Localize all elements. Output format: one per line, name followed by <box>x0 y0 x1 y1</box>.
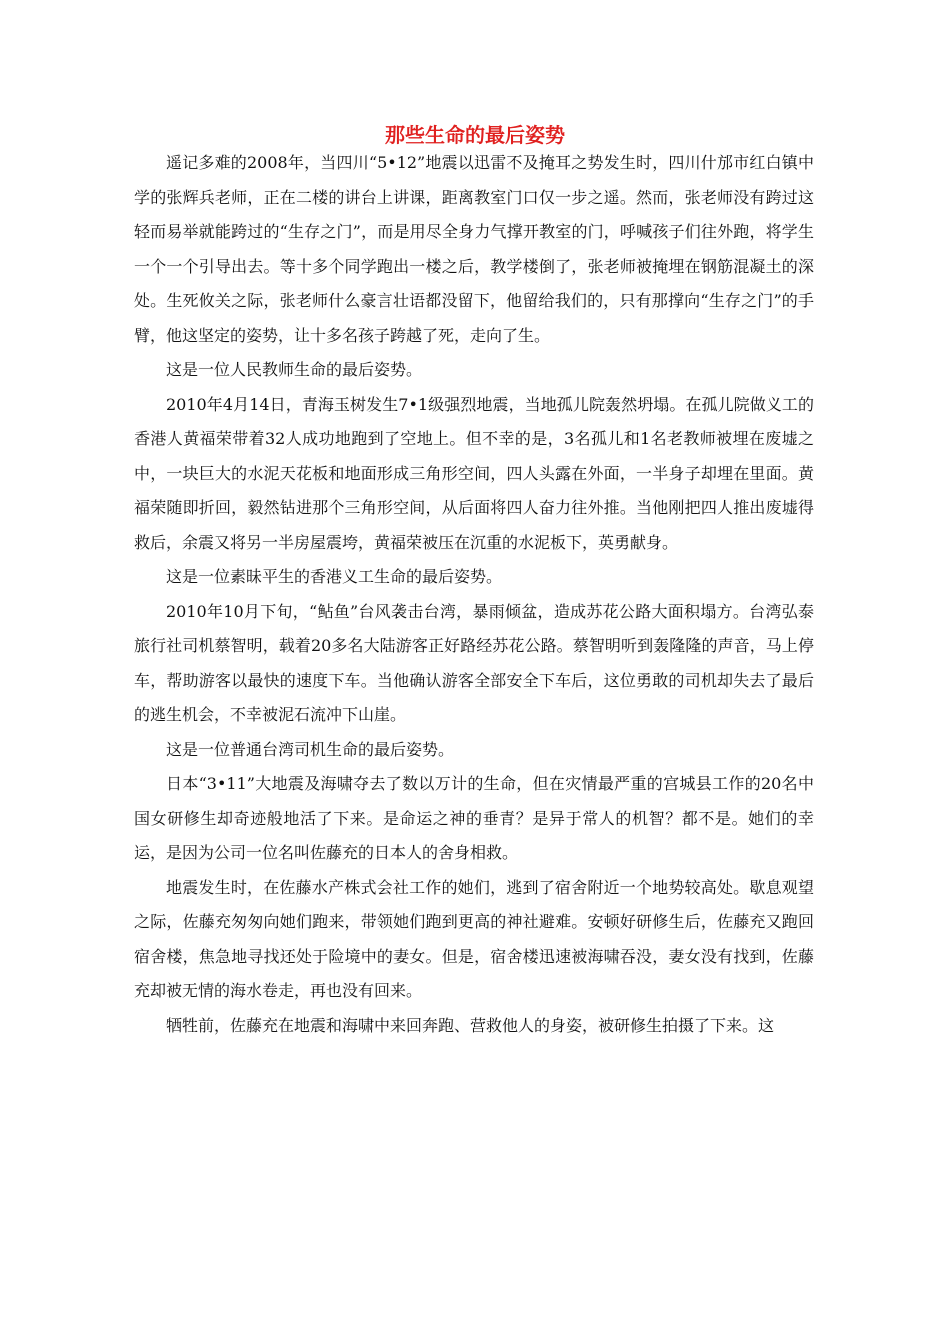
paragraph: 2010年10月下旬，“鲇鱼”台风袭击台湾，暴雨倾盆，造成苏花公路大面积塌方。台湾弘泰旅行社司机蔡智明，载着20多名大陆游客正好路经苏花公路。蔡智明听到轰隆隆的声音，马上停车，帮助游客以最快的速度下车。当他确认游客全部安全下车后，这位勇敢的司机却失去了最后的逃生机会，不幸被泥石流冲下山崖。 <box>134 601 814 724</box>
paragraph: 2010年4月14日，青海玉树发生7•1级强烈地震，当地孤儿院轰然坍塌。在孤儿院做义工的香港人黄福荣带着32人成功地跑到了空地上。但不幸的是，3名孤儿和1名老教师被埋在废墟之中，一块巨大的水泥天花板和地面形成三角形空间，四人头露在外面，一半身子却埋在里面。黄福荣随即折回，毅然钻进那个三角形空间，从后面将四人奋力往外推。当他刚把四人推出废墟得救后，余震又将另一半房屋震垮，黄福荣被压在沉重的水泥板下，英勇献身。 <box>134 394 814 552</box>
paragraph: 这是一位人民教师生命的最后姿势。 <box>166 360 423 379</box>
paragraph: 这是一位素昧平生的香港义工生命的最后姿势。 <box>166 567 503 586</box>
paragraph: 地震发生时，在佐藤水产株式会社工作的她们，逃到了宿舍附近一个地势较高处。歇息观望之际，佐藤充匆匆向她们跑来，带领她们跑到更高的神社避难。安顿好研修生后，佐藤充又跑回宿舍楼，焦急地寻找还处于险境中的妻女。但是，宿舍楼迅速被海啸吞没，妻女没有找到，佐藤充却被无情的海水卷走，再也没有回来。 <box>134 877 814 1000</box>
paragraph: 牺牲前，佐藤充在地震和海啸中来回奔跑、营救他人的身姿，被研修生拍摄了下来。这 <box>166 1015 775 1035</box>
paragraph: 日本“3•11”大地震及海啸夺去了数以万计的生命，但在灾情最严重的宫城县工作的20名中国女研修生却奇迹般地活了下来。是命运之神的垂青？是异于常人的机智？都不是。她们的幸运，是因为公司一位名叫佐藤充的日本人的舍身相救。 <box>134 774 814 862</box>
paragraph: 这是一位普通台湾司机生命的最后姿势。 <box>166 739 455 759</box>
document-body <box>134 146 814 1043</box>
document-title: 那些生命的最后姿势 <box>385 123 565 147</box>
paragraph: 遥记多难的2008年，当四川“5•12”地震以迅雷不及掩耳之势发生时，四川什邡市红白镇中学的张辉兵老师，正在二楼的讲台上讲课，距离教室门口仅一步之遥。然而，张老师没有跨过这轻而易举就能跨过的“生存之门”，而是用尽全身力气撑开教室的门，呼喊孩子们往外跑，将学生一个一个引导出去。等十多个同学跑出一楼之后，教学楼倒了，张老师被掩埋在钢筋混凝土的深处。生死攸关之际，张老师什么豪言壮语都没留下，他留给我们的，只有那撑向“生存之门”的手臂，他这坚定的姿势，让十多名孩子跨越了死，走向了生。 <box>134 153 814 345</box>
